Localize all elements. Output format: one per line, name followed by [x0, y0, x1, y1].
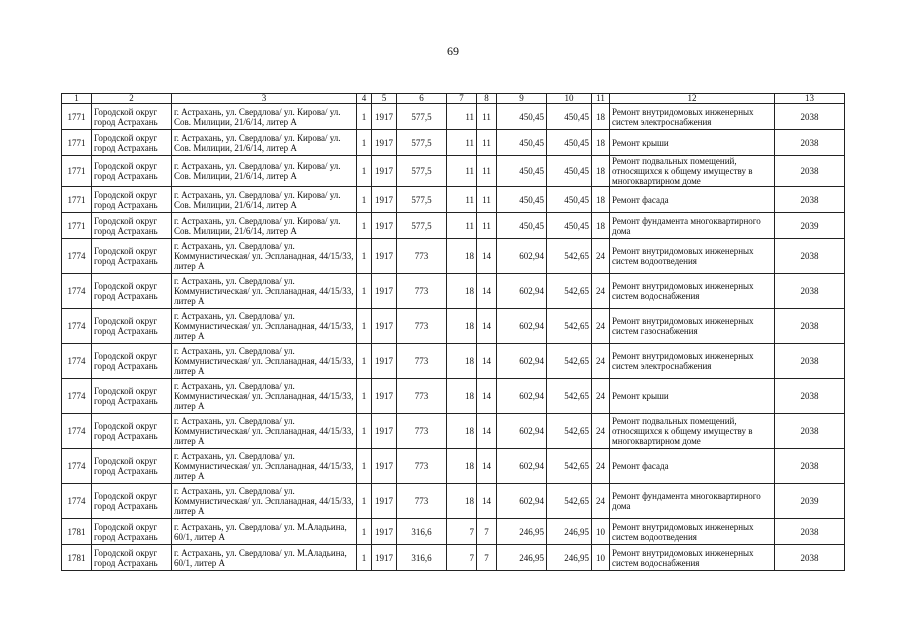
cell-col7: 7	[447, 519, 477, 545]
cell-year: 1917	[372, 104, 397, 130]
cell-col7: 18	[447, 344, 477, 379]
cell-col11: 18	[592, 187, 610, 213]
cell-col7: 18	[447, 449, 477, 484]
cell-year: 1917	[372, 545, 397, 571]
table-row	[62, 274, 845, 309]
cell-municipality: Городской округ город Астрахань	[92, 187, 172, 213]
cell-work-type: Ремонт фасада	[610, 449, 775, 484]
cell-id: 1771	[62, 187, 92, 213]
cell-col11: 24	[592, 414, 610, 449]
cell-year: 1917	[372, 187, 397, 213]
housing-repair-table	[61, 93, 845, 571]
cell-col8: 7	[477, 545, 497, 571]
cell-address: г. Астрахань, ул. Свердлова/ ул. Коммунистическая/ ул. Эспланадная, 44/15/33, литер А	[172, 414, 357, 449]
cell-work-type: Ремонт фундамента многоквартирного дома	[610, 213, 775, 239]
cell-id: 1774	[62, 344, 92, 379]
cell-id: 1774	[62, 309, 92, 344]
cell-plan-year: 2038	[775, 187, 845, 213]
cell-area-living: 602,94	[497, 379, 547, 414]
cell-id: 1774	[62, 449, 92, 484]
cell-municipality: Городской округ город Астрахань	[92, 156, 172, 187]
cell-work-type: Ремонт крыши	[610, 379, 775, 414]
cell-address: г. Астрахань, ул. Свердлова/ ул. Коммунистическая/ ул. Эспланадная, 44/15/33, литер А	[172, 274, 357, 309]
cell-address: г. Астрахань, ул. Свердлова/ ул. Коммунистическая/ ул. Эспланадная, 44/15/33, литер А	[172, 344, 357, 379]
cell-area-living: 602,94	[497, 274, 547, 309]
cell-id: 1774	[62, 414, 92, 449]
cell-area-col10: 450,45	[547, 213, 592, 239]
table-row	[62, 156, 845, 187]
cell-plan-year: 2038	[775, 239, 845, 274]
cell-area-col10: 542,65	[547, 274, 592, 309]
cell-area-total: 577,5	[397, 130, 447, 156]
cell-year: 1917	[372, 484, 397, 519]
cell-col4: 1	[357, 519, 372, 545]
cell-col4: 1	[357, 213, 372, 239]
cell-col11: 24	[592, 344, 610, 379]
cell-plan-year: 2038	[775, 545, 845, 571]
cell-id: 1774	[62, 379, 92, 414]
cell-area-living: 602,94	[497, 484, 547, 519]
cell-col11: 24	[592, 274, 610, 309]
cell-col7: 11	[447, 187, 477, 213]
table-row	[62, 187, 845, 213]
cell-area-col10: 542,65	[547, 344, 592, 379]
cell-id: 1771	[62, 104, 92, 130]
table-body	[62, 104, 845, 571]
cell-municipality: Городской округ город Астрахань	[92, 239, 172, 274]
cell-plan-year: 2038	[775, 130, 845, 156]
cell-area-living: 450,45	[497, 130, 547, 156]
cell-year: 1917	[372, 156, 397, 187]
cell-area-col10: 450,45	[547, 187, 592, 213]
cell-col8: 11	[477, 213, 497, 239]
table-row	[62, 344, 845, 379]
cell-work-type: Ремонт внутридомовых инженерных систем водоотведения	[610, 519, 775, 545]
cell-municipality: Городской округ город Астрахань	[92, 449, 172, 484]
table-row	[62, 484, 845, 519]
cell-plan-year: 2039	[775, 213, 845, 239]
cell-work-type: Ремонт внутридомовых инженерных систем водоснабжения	[610, 545, 775, 571]
cell-col11: 18	[592, 130, 610, 156]
cell-address: г. Астрахань, ул. Свердлова/ ул. М.Аладьина, 60/1, литер А	[172, 519, 357, 545]
cell-address: г. Астрахань, ул. Свердлова/ ул. Кирова/ ул. Сов. Милиции, 21/6/14, литер А	[172, 213, 357, 239]
cell-id: 1774	[62, 484, 92, 519]
cell-area-total: 577,5	[397, 187, 447, 213]
table-row	[62, 545, 845, 571]
cell-col8: 14	[477, 449, 497, 484]
cell-id: 1781	[62, 519, 92, 545]
cell-area-total: 773	[397, 379, 447, 414]
cell-municipality: Городской округ город Астрахань	[92, 274, 172, 309]
cell-col7: 18	[447, 484, 477, 519]
cell-area-total: 577,5	[397, 104, 447, 130]
cell-col7: 18	[447, 274, 477, 309]
cell-area-living: 450,45	[497, 187, 547, 213]
cell-work-type: Ремонт фасада	[610, 187, 775, 213]
cell-municipality: Городской округ город Астрахань	[92, 344, 172, 379]
cell-area-total: 773	[397, 309, 447, 344]
cell-col4: 1	[357, 130, 372, 156]
cell-work-type: Ремонт внутридомовых инженерных систем водоотведения	[610, 239, 775, 274]
cell-area-living: 450,45	[497, 156, 547, 187]
cell-year: 1917	[372, 344, 397, 379]
cell-municipality: Городской округ город Астрахань	[92, 484, 172, 519]
table-row	[62, 309, 845, 344]
cell-col8: 14	[477, 414, 497, 449]
column-header-10: 10	[547, 94, 592, 104]
cell-area-col10: 450,45	[547, 156, 592, 187]
cell-year: 1917	[372, 449, 397, 484]
cell-area-total: 316,6	[397, 545, 447, 571]
cell-municipality: Городской округ город Астрахань	[92, 545, 172, 571]
cell-area-living: 602,94	[497, 414, 547, 449]
cell-work-type: Ремонт внутридомовых инженерных систем электроснабжения	[610, 104, 775, 130]
cell-address: г. Астрахань, ул. Свердлова/ ул. Коммунистическая/ ул. Эспланадная, 44/15/33, литер А	[172, 379, 357, 414]
cell-col8: 11	[477, 187, 497, 213]
cell-municipality: Городской округ город Астрахань	[92, 309, 172, 344]
cell-col11: 10	[592, 519, 610, 545]
cell-area-col10: 246,95	[547, 519, 592, 545]
cell-col7: 11	[447, 156, 477, 187]
cell-col11: 18	[592, 104, 610, 130]
cell-col4: 1	[357, 344, 372, 379]
cell-area-living: 602,94	[497, 309, 547, 344]
cell-year: 1917	[372, 309, 397, 344]
cell-plan-year: 2038	[775, 156, 845, 187]
cell-area-col10: 542,65	[547, 414, 592, 449]
cell-id: 1771	[62, 213, 92, 239]
table-row	[62, 379, 845, 414]
cell-plan-year: 2038	[775, 379, 845, 414]
cell-col4: 1	[357, 187, 372, 213]
cell-municipality: Городской округ город Астрахань	[92, 519, 172, 545]
cell-col7: 18	[447, 309, 477, 344]
cell-work-type: Ремонт фундамента многоквартирного дома	[610, 484, 775, 519]
cell-area-living: 246,95	[497, 519, 547, 545]
cell-plan-year: 2038	[775, 449, 845, 484]
cell-col11: 10	[592, 545, 610, 571]
cell-col11: 18	[592, 213, 610, 239]
cell-col11: 24	[592, 239, 610, 274]
cell-municipality: Городской округ город Астрахань	[92, 414, 172, 449]
table-row	[62, 213, 845, 239]
column-header-2: 2	[92, 94, 172, 104]
cell-municipality: Городской округ город Астрахань	[92, 104, 172, 130]
cell-area-total: 577,5	[397, 156, 447, 187]
cell-address: г. Астрахань, ул. Свердлова/ ул. Кирова/ ул. Сов. Милиции, 21/6/14, литер А	[172, 187, 357, 213]
cell-year: 1917	[372, 414, 397, 449]
cell-col4: 1	[357, 449, 372, 484]
cell-area-col10: 542,65	[547, 379, 592, 414]
cell-col8: 14	[477, 379, 497, 414]
cell-col8: 7	[477, 519, 497, 545]
cell-col8: 14	[477, 344, 497, 379]
cell-col4: 1	[357, 104, 372, 130]
cell-municipality: Городской округ город Астрахань	[92, 130, 172, 156]
cell-area-col10: 542,65	[547, 309, 592, 344]
table-row	[62, 519, 845, 545]
cell-area-living: 246,95	[497, 545, 547, 571]
column-header-1: 1	[62, 94, 92, 104]
cell-year: 1917	[372, 130, 397, 156]
cell-id: 1781	[62, 545, 92, 571]
cell-area-living: 450,45	[497, 213, 547, 239]
cell-col4: 1	[357, 484, 372, 519]
cell-address: г. Астрахань, ул. Свердлова/ ул. Коммунистическая/ ул. Эспланадная, 44/15/33, литер А	[172, 239, 357, 274]
cell-plan-year: 2039	[775, 484, 845, 519]
cell-id: 1771	[62, 156, 92, 187]
page-number: 69	[447, 44, 459, 58]
table-header	[62, 94, 845, 104]
column-header-7: 7	[447, 94, 477, 104]
cell-col8: 11	[477, 130, 497, 156]
cell-area-total: 773	[397, 239, 447, 274]
cell-area-col10: 450,45	[547, 130, 592, 156]
cell-col8: 14	[477, 274, 497, 309]
cell-col7: 18	[447, 239, 477, 274]
cell-col7: 11	[447, 130, 477, 156]
cell-col11: 24	[592, 484, 610, 519]
cell-area-total: 577,5	[397, 213, 447, 239]
cell-area-living: 602,94	[497, 344, 547, 379]
cell-area-col10: 542,65	[547, 239, 592, 274]
cell-col4: 1	[357, 379, 372, 414]
cell-area-total: 773	[397, 484, 447, 519]
cell-year: 1917	[372, 274, 397, 309]
cell-id: 1774	[62, 239, 92, 274]
cell-col7: 11	[447, 104, 477, 130]
cell-address: г. Астрахань, ул. Свердлова/ ул. Кирова/ ул. Сов. Милиции, 21/6/14, литер А	[172, 104, 357, 130]
cell-area-col10: 542,65	[547, 484, 592, 519]
cell-col11: 24	[592, 309, 610, 344]
cell-col7: 18	[447, 379, 477, 414]
cell-year: 1917	[372, 239, 397, 274]
cell-col7: 18	[447, 414, 477, 449]
cell-address: г. Астрахань, ул. Свердлова/ ул. Коммунистическая/ ул. Эспланадная, 44/15/33, литер А	[172, 449, 357, 484]
cell-col8: 11	[477, 104, 497, 130]
cell-plan-year: 2038	[775, 414, 845, 449]
cell-address: г. Астрахань, ул. Свердлова/ ул. М.Аладьина, 60/1, литер А	[172, 545, 357, 571]
table-row	[62, 239, 845, 274]
cell-address: г. Астрахань, ул. Свердлова/ ул. Кирова/ ул. Сов. Милиции, 21/6/14, литер А	[172, 156, 357, 187]
cell-id: 1774	[62, 274, 92, 309]
cell-address: г. Астрахань, ул. Свердлова/ ул. Кирова/ ул. Сов. Милиции, 21/6/14, литер А	[172, 130, 357, 156]
column-header-11: 11	[592, 94, 610, 104]
cell-plan-year: 2038	[775, 519, 845, 545]
cell-area-total: 316,6	[397, 519, 447, 545]
cell-col7: 7	[447, 545, 477, 571]
cell-work-type: Ремонт внутридомовых инженерных систем водоснабжения	[610, 274, 775, 309]
cell-col4: 1	[357, 156, 372, 187]
cell-year: 1917	[372, 379, 397, 414]
table-row	[62, 130, 845, 156]
cell-col4: 1	[357, 274, 372, 309]
column-header-12: 12	[610, 94, 775, 104]
cell-address: г. Астрахань, ул. Свердлова/ ул. Коммунистическая/ ул. Эспланадная, 44/15/33, литер А	[172, 309, 357, 344]
cell-col4: 1	[357, 545, 372, 571]
cell-area-total: 773	[397, 274, 447, 309]
cell-col4: 1	[357, 414, 372, 449]
cell-col8: 11	[477, 156, 497, 187]
cell-col11: 24	[592, 379, 610, 414]
cell-work-type: Ремонт подвальных помещений, относящихся к общему имуществу в многоквартирном доме	[610, 414, 775, 449]
cell-col4: 1	[357, 309, 372, 344]
cell-work-type: Ремонт подвальных помещений, относящихся к общему имуществу в многоквартирном доме	[610, 156, 775, 187]
cell-col8: 14	[477, 484, 497, 519]
cell-area-total: 773	[397, 449, 447, 484]
cell-col8: 14	[477, 309, 497, 344]
column-header-6: 6	[397, 94, 447, 104]
column-header-8: 8	[477, 94, 497, 104]
table-row	[62, 104, 845, 130]
column-number-row	[62, 94, 845, 104]
cell-work-type: Ремонт внутридомовых инженерных систем электроснабжения	[610, 344, 775, 379]
cell-address: г. Астрахань, ул. Свердлова/ ул. Коммунистическая/ ул. Эспланадная, 44/15/33, литер А	[172, 484, 357, 519]
table-row	[62, 414, 845, 449]
cell-area-living: 602,94	[497, 239, 547, 274]
cell-work-type: Ремонт внутридомовых инженерных систем газоснабжения	[610, 309, 775, 344]
cell-area-living: 602,94	[497, 449, 547, 484]
cell-plan-year: 2038	[775, 274, 845, 309]
cell-work-type: Ремонт крыши	[610, 130, 775, 156]
cell-area-living: 450,45	[497, 104, 547, 130]
cell-area-col10: 246,95	[547, 545, 592, 571]
column-header-3: 3	[172, 94, 357, 104]
cell-col8: 14	[477, 239, 497, 274]
table-row	[62, 449, 845, 484]
cell-col11: 18	[592, 156, 610, 187]
cell-year: 1917	[372, 213, 397, 239]
column-header-5: 5	[372, 94, 397, 104]
cell-municipality: Городской округ город Астрахань	[92, 213, 172, 239]
cell-col4: 1	[357, 239, 372, 274]
cell-plan-year: 2038	[775, 344, 845, 379]
cell-col7: 11	[447, 213, 477, 239]
cell-area-total: 773	[397, 344, 447, 379]
column-header-13: 13	[775, 94, 845, 104]
cell-municipality: Городской округ город Астрахань	[92, 379, 172, 414]
cell-id: 1771	[62, 130, 92, 156]
cell-col11: 24	[592, 449, 610, 484]
cell-plan-year: 2038	[775, 309, 845, 344]
cell-year: 1917	[372, 519, 397, 545]
cell-area-col10: 450,45	[547, 104, 592, 130]
column-header-4: 4	[357, 94, 372, 104]
cell-area-col10: 542,65	[547, 449, 592, 484]
cell-plan-year: 2038	[775, 104, 845, 130]
cell-area-total: 773	[397, 414, 447, 449]
column-header-9: 9	[497, 94, 547, 104]
